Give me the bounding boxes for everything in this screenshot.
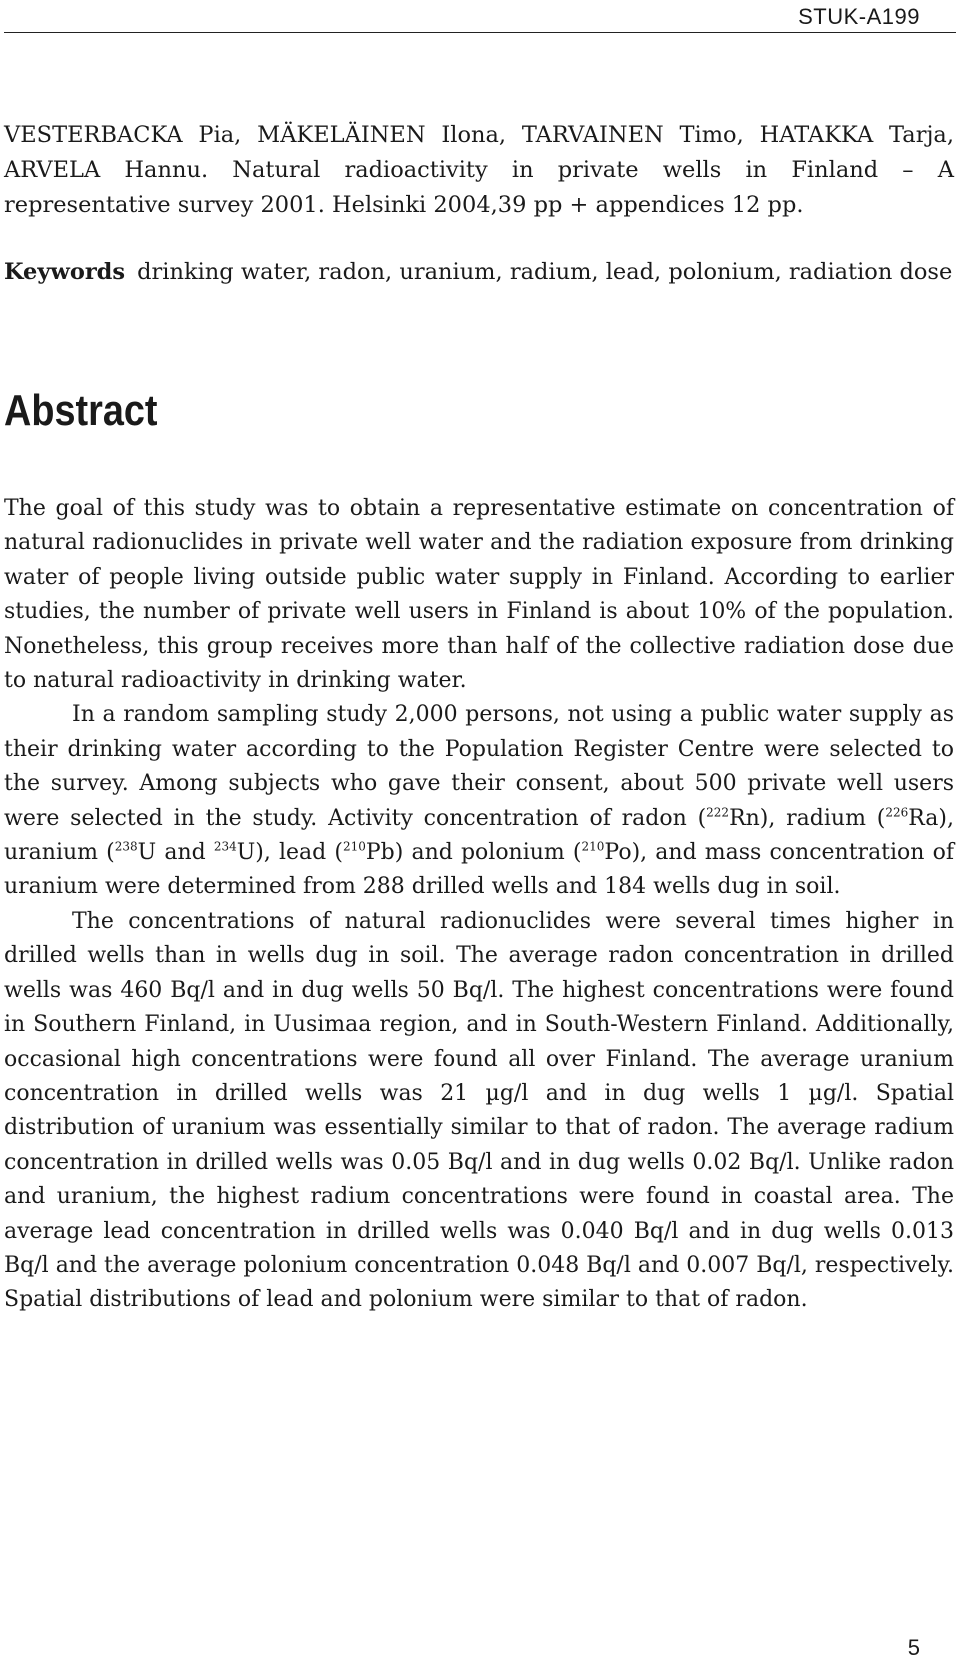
keywords-text: drinking water, radon, uranium, radium, lead, polonium, radiation dose: [137, 259, 953, 285]
abstract-paragraph-3: The concentrations of natural radionuclides were several times higher in drilled wells than in wells dug in soil. The average radon concentration in drilled wells was 460 Bq/l and in dug wells 50 Bq/l. The highest concentrations were found in Southern Finland, in Uusimaa region, and in South-Western Finland. Additionally, occasional high concentrations were found all over Finland. The average uranium concentration in drilled wells was 21 µg/l and in dug wells 1 µg/l. Spatial distribution of uranium was essentially similar to that of radon. The average radium concentration in drilled wells was 0.05 Bq/l and in dug wells 0.02 Bq/l. Unlike radon and uranium, the highest radium concentrations were found in coastal area. The average lead concentration in drilled wells was 0.040 Bq/l and in dug wells 0.013 Bq/l and the average polonium concentration 0.048 Bq/l and 0.007 Bq/l, respectively. Spatial distributions of lead and polonium were similar to that of radon.: [4, 908, 955, 1313]
citation: VESTERBACKA Pia, MÄKELÄINEN Ilona, TARVAINEN Timo, HATAKKA Tarja, ARVELA Hannu. Natural radioactivity in private wells in Finland – A representative survey 2001. Helsinki 2004,39 pp + appendices 12 pp.: [4, 122, 954, 218]
abstract-title: Abstract: [4, 386, 158, 435]
keywords: [4, 254, 954, 290]
abstract-paragraph-1: The goal of this study was to obtain a representative estimate on concentration of natural radionuclides in private well water and the radiation exposure from drinking water of people living outside public water supply in Finland. According to earlier studies, the number of private well users in Finland is about 10% of the population. Nonetheless, this group receives more than half of the collective radiation dose due to natural radioactivity in drinking water.: [4, 496, 954, 694]
page-number: 5: [907, 1635, 920, 1660]
abstract-body: [4, 492, 954, 1318]
isotope-mass-number: 226: [885, 805, 909, 820]
isotope-mass-number: 210: [581, 839, 605, 854]
header-rule: [4, 32, 956, 33]
abstract-paragraph-2: In a random sampling study 2,000 persons, not using a public water supply as their drinking water according to the Population Register Centre were selected to the survey. Among subjects who gave their consent, about 500 private well users were selected in the study. Activity concentration of radon ($^{222}$Rn), radium ($^{226}$Ra), uranium ($^{238}$U and $^{234}$U), lead ($^{210}$Pb) and polonium ($^{210}$Po), and mass concentration of uranium were determined from 288 drilled wells and 184 wells dug in soil.: [4, 702, 954, 900]
isotope-mass-number: 210: [342, 839, 366, 854]
isotope-mass-number: 234: [213, 839, 237, 854]
keywords-label: Keywords: [4, 259, 126, 285]
report-id: STUK-A199: [798, 4, 920, 29]
isotope-mass-number: 238: [114, 839, 138, 854]
isotope-mass-number: 222: [706, 805, 730, 820]
